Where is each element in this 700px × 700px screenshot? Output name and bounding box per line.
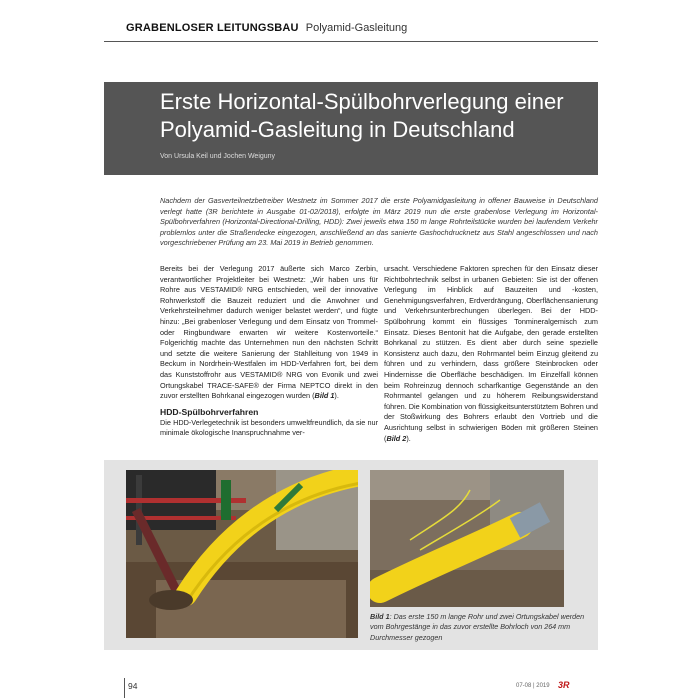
section-label: GRABENLOSER LEITUNGSBAU bbox=[126, 22, 299, 34]
body-column-2 bbox=[384, 264, 598, 444]
photo-pipe-bore-hole bbox=[370, 470, 564, 607]
paragraph: Die HDD-Verlegetechnik ist besonders umweltfreundlich, da sie nur minimale ökologische Inanspruchnahme ver- bbox=[160, 417, 378, 438]
section-subheading: HDD-Spülbohrverfahren bbox=[160, 406, 259, 417]
figure-caption bbox=[370, 612, 588, 643]
page-number: 94 bbox=[128, 681, 138, 691]
article-title: Erste Horizontal-Spülbohrverlegung einer Polyamid-Gasleitung in Deutschland bbox=[160, 89, 564, 142]
running-header bbox=[126, 22, 598, 40]
caption-text: : Das erste 150 m lange Rohr und zwei Ortungskabel werden vom Bohrgestänge in das zuvor erstellte Bohrloch von 264 mm Durchmesser gezogen bbox=[370, 612, 585, 642]
figure-reference: Bild 1 bbox=[314, 391, 335, 401]
body-column-1 bbox=[160, 264, 378, 439]
paragraph: ursacht. Verschiedene Faktoren sprechen für den Einsatz dieser Richtbohrtechnik selbst in urbanen Gebieten: Sie ist der offenen Verlegung im Hinblick auf Bauzeiten und -kosten, Genehmigungsverfahren, Erdverdrängung, Oberflächensanierung und Verkehrsunterbrechungen überlegen. Bei der HDD-Spülbohrung kommt ein flüssiges Tonmineralgemisch zum Einsatz. Dieses Bentonit hat die Aufgabe, den gerade erstellten Bohrkanal zu stützen. Es dient aber durch seine spezielle Konsistenz auch dazu, den Rohrmantel beim Einzug gleitend zu führen und zu verhindern, dass größere Steinbrocken oder Hindernisse die Oberfläche beschädigen. Im Einzelfall können beim Rohreinzug dennoch scharfkantige Gegenstände an den Rohrmantel gelangen und zu höherem Reibungswiderstand führen. Die Kombination von flüssigkeitsunterstütztem Bohren und der Stoßwirkung des Bohrers erlaubt den Vortrieb und die Ausrichtung selbst in schwierigen Böden mit größeren Steinen (Bild 2). bbox=[384, 264, 598, 443]
article-lead: Nachdem der Gasverteilnetzbetreiber Westnetz im Sommer 2017 die erste Polyamidgasleitung in offener Bauweise in Deutschland verlegt hatte (3R berichtete in Ausgabe 01-02/2018), erfolgte im März 2019 nun die erste grabenlose Verlegung im Horizontal-Spülbohrverfahren (Horizontal-Directional-Drilling, HDD): Zwei jeweils etwa 150 m lange Rohrteilstücke wurden bei laufendem Verkehr problemlos unter die Straßendecke eingezogen, anschließend an das sanierte Gashochdrucknetz aus Stahl angeschlossen und nach vorgeschriebener Prüfung am 23. Mai 2019 in Betrieb genommen. bbox=[160, 196, 598, 248]
issue-label: 07-08 | 2019 bbox=[516, 683, 550, 689]
topic-label: Polyamid-Gasleitung bbox=[305, 22, 408, 34]
page-number-rule bbox=[124, 678, 125, 698]
photo-pipe-pull-in bbox=[126, 470, 358, 638]
journal-logo: 3R bbox=[558, 680, 570, 690]
header-divider bbox=[104, 41, 598, 42]
caption-label: Bild 1 bbox=[370, 612, 390, 621]
figure-reference: Bild 2 bbox=[386, 433, 407, 443]
article-byline: Von Ursula Keil und Jochen Weiguny bbox=[160, 153, 276, 160]
paragraph: Bereits bei der Verlegung 2017 äußerte sich Marco Zerbin, verantwortlicher Projektleiter bei Westnetz: „Wir haben uns für Rohre aus VESTAMID® NRG entschieden, weil der innovative Rohrwerkstoff die Bauzeit reduziert und die Anwohner und Verkehrsteilnehmer dadurch weniger belastet werden“, und fügte hinzu: „Bei grabenloser Verlegung und dem Einsatz von Trommel- oder Ringbundware erwarten wir weitere Kostenvorteile.“ Folgerichtig machte das Unternehmen nun den nächsten Schritt und setzte die weitere Sanierung der Stahlleitung von 1949 in Beckum in Nordrhein-Westfalen im HDD-Verfahren fort, bei dem das Kunststoffrohr aus VESTAMID® NRG von Evonik und zwei Ortungskabel TRACE-SAFE® der Firma NEPTCO direkt in den zuvor erstellten Bohrkanal eingezogen wurden (Bild 1). bbox=[160, 264, 378, 401]
